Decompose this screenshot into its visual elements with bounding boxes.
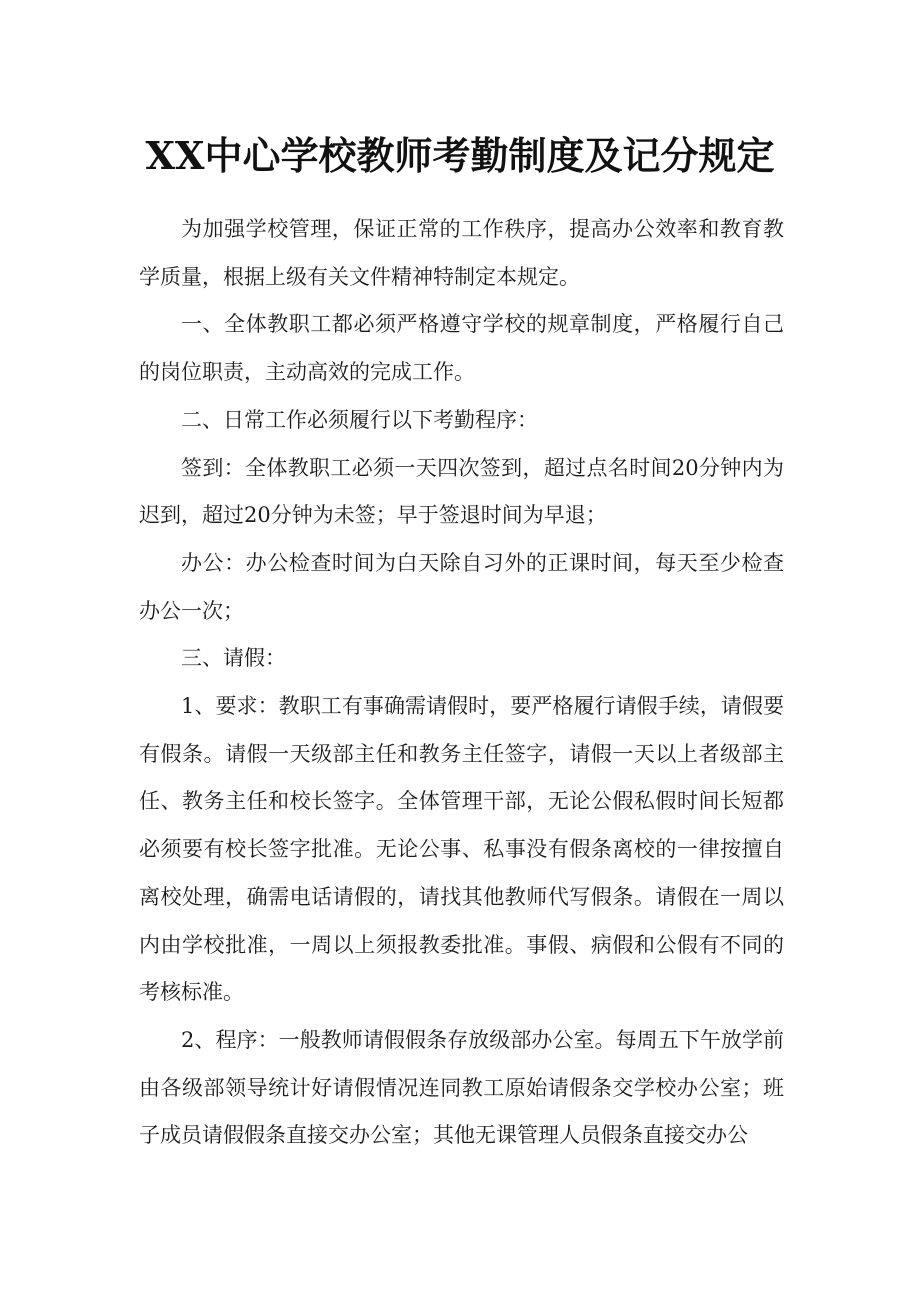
paragraph-section-3: 三、请假： — [181, 646, 286, 671]
document-title: XX中心学校教师考勤制度及记分规定 — [145, 133, 775, 178]
paragraph-procedure: 2、程序：一般教师请假假条存放级部办公室。每周五下午放学前由各级部领导统计好请假情况连同教工原始请假条交学校办公室；班子成员请假假条直接交办公室；其他无课管理人员假条直接交办公 — [139, 1027, 784, 1148]
paragraph-requirements: 1、要求：教职工有事确需请假时，要严格履行请假手续，请假要有假条。请假一天级部主任和教务主任签字，请假一天以上者级部主任、教务主任和校长签字。全体管理干部，无论公假私假时间长短都必须要有校长签字批准。无论公事、私事没有假条离校的一律按擅自离校处理，确需电话请假的，请找其他教师代写假条。请假在一周以内由学校批准，一周以上须报教委批准。事假、病假和公假有不同的考核标准。 — [139, 694, 784, 1005]
paragraph-intro: 为加强学校管理，保证正常的工作秩序，提高办公效率和教育教学质量，根据上级有关文件精神特制定本规定。 — [139, 217, 784, 289]
paragraph-office: 办公：办公检查时间为白天除自习外的正课时间，每天至少检查办公一次； — [139, 550, 784, 623]
paragraph-section-2: 二、日常工作必须履行以下考勤程序： — [181, 407, 538, 432]
document-body — [139, 206, 784, 1160]
paragraph-sign-in: 签到：全体教职工必须一天四次签到，超过点名时间20分钟内为迟到，超过20分钟为未签；早于签退时间为早退； — [139, 455, 784, 528]
paragraph-section-1: 一、全体教职工都必须严格遵守学校的规章制度，严格履行自己的岗位职责，主动高效的完成工作。 — [139, 312, 784, 385]
